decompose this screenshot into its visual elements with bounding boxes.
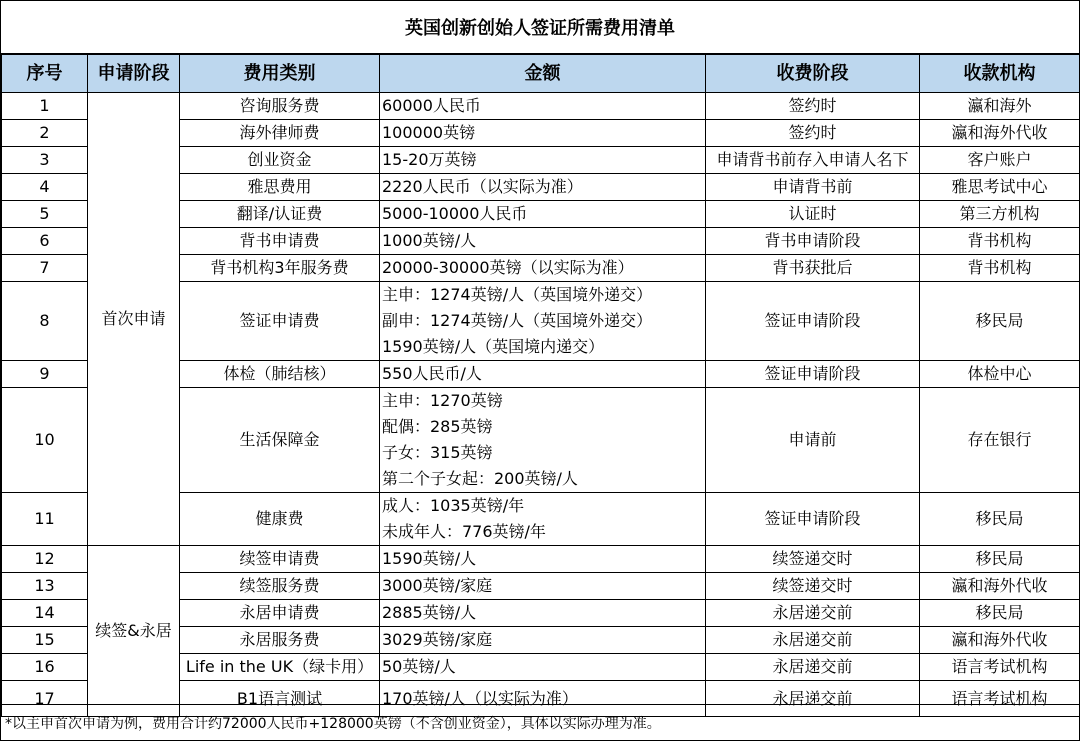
amount-line: 子女：315英镑 [382,443,493,462]
amount-line: 第二个子女起：200英镑/人 [382,469,578,488]
row-amount [380,573,706,600]
row-amount [380,546,706,573]
row-no: 17 [2,681,88,717]
row-payee: 背书机构 [920,228,1080,255]
row-payee: 瀛和海外代收 [920,120,1080,147]
row-category: 生活保障金 [180,388,380,493]
row-phase: 永居递交前 [706,600,920,627]
row-amount [380,388,706,493]
row-no: 5 [2,201,88,228]
row-category: B1语言测试 [180,681,380,717]
row-amount [380,174,706,201]
row-phase: 签约时 [706,120,920,147]
row-phase: 续签递交时 [706,546,920,573]
amount-line: 成人：1035英镑/年 [382,496,525,515]
row-amount [380,654,706,681]
amount-line: 2885英镑/人 [382,603,477,622]
amount-line: 1590英镑/人（英国境内递交） [382,337,605,356]
row-payee: 雅思考试中心 [920,174,1080,201]
row-payee: 瀛和海外代收 [920,573,1080,600]
row-category: 健康费 [180,493,380,546]
row-no: 11 [2,493,88,546]
row-category: Life in the UK（绿卡用） [180,654,380,681]
row-phase: 续签递交时 [706,573,920,600]
row-amount [380,228,706,255]
amount-line: 20000-30000英镑（以实际为准） [382,258,634,277]
row-phase: 签约时 [706,93,920,120]
row-category: 永居服务费 [180,627,380,654]
row-no: 4 [2,174,88,201]
row-no: 9 [2,361,88,388]
row-no: 8 [2,282,88,361]
row-payee: 存在银行 [920,388,1080,493]
row-no: 15 [2,627,88,654]
row-category: 永居申请费 [180,600,380,627]
row-category: 创业资金 [180,147,380,174]
row-category: 海外律师费 [180,120,380,147]
row-payee: 移民局 [920,493,1080,546]
row-phase: 签证申请阶段 [706,282,920,361]
stage-cell-first: 首次申请 [88,93,180,546]
row-no: 6 [2,228,88,255]
row-amount [380,282,706,361]
amount-line: 未成年人：776英镑/年 [382,522,546,541]
amount-line: 15-20万英镑 [382,150,477,169]
row-payee: 语言考试机构 [920,681,1080,717]
row-phase: 申请背书前存入申请人名下 [706,147,920,174]
row-amount [380,93,706,120]
amount-line: 170英镑/人（以实际为准） [382,688,578,708]
row-payee: 移民局 [920,546,1080,573]
row-no: 7 [2,255,88,282]
row-no: 2 [2,120,88,147]
amount-line: 5000-10000人民币 [382,204,528,223]
amount-line: 3000英镑/家庭 [382,576,493,595]
row-amount [380,201,706,228]
row-category: 体检（肺结核） [180,361,380,388]
row-phase: 签证申请阶段 [706,361,920,388]
row-category: 背书申请费 [180,228,380,255]
row-amount [380,255,706,282]
amount-line: 3029英镑/家庭 [382,630,493,649]
row-phase: 申请前 [706,388,920,493]
header-phase: 收费阶段 [706,55,920,93]
amount-line: 副申：1274英镑/人（英国境外递交） [382,311,653,330]
row-category: 翻译/认证费 [180,201,380,228]
table-row [2,546,1080,573]
header-no: 序号 [2,55,88,93]
row-payee: 第三方机构 [920,201,1080,228]
row-phase: 背书获批后 [706,255,920,282]
row-phase: 永居递交前 [706,681,920,717]
row-amount [380,627,706,654]
row-no: 12 [2,546,88,573]
header-payee: 收款机构 [920,55,1080,93]
row-phase: 签证申请阶段 [706,493,920,546]
header-amount: 金额 [380,55,706,93]
amount-line: 2220人民币（以实际为准） [382,177,583,196]
row-no: 3 [2,147,88,174]
row-category: 续签申请费 [180,546,380,573]
row-payee: 语言考试机构 [920,654,1080,681]
row-phase: 永居递交前 [706,654,920,681]
row-payee: 体检中心 [920,361,1080,388]
row-payee: 客户账户 [920,147,1080,174]
row-payee: 移民局 [920,282,1080,361]
row-phase: 认证时 [706,201,920,228]
row-no: 13 [2,573,88,600]
row-amount [380,361,706,388]
sheet-title: 英国创新创始人签证所需费用清单 [1,1,1079,54]
row-payee: 移民局 [920,600,1080,627]
row-phase: 永居递交前 [706,627,920,654]
header-category: 费用类别 [180,55,380,93]
row-payee: 瀛和海外代收 [920,627,1080,654]
row-payee: 背书机构 [920,255,1080,282]
row-payee: 瀛和海外 [920,93,1080,120]
row-phase: 申请背书前 [706,174,920,201]
row-amount [380,147,706,174]
header-row [2,55,1080,93]
amount-line: 主申：1270英镑 [382,391,503,410]
amount-line: 550人民币/人 [382,364,482,383]
row-category: 签证申请费 [180,282,380,361]
footnote: *以主申首次申请为例，费用合计约72000人民币+128000英镑（不含创业资金），具体以实际办理为准。 [1,704,1079,740]
amount-line: 60000人民币 [382,96,481,115]
row-no: 10 [2,388,88,493]
table-row [2,93,1080,120]
amount-line: 1590英镑/人 [382,549,477,568]
row-phase: 背书申请阶段 [706,228,920,255]
row-category: 背书机构3年服务费 [180,255,380,282]
fee-table [1,54,1080,717]
stage-cell-renewal: 续签&永居 [88,546,180,717]
amount-line: 100000英镑 [382,123,476,142]
row-amount [380,493,706,546]
header-stage: 申请阶段 [88,55,180,93]
amount-line: 1000英镑/人 [382,231,477,250]
row-amount [380,120,706,147]
row-amount [380,600,706,627]
row-category: 咨询服务费 [180,93,380,120]
row-no: 16 [2,654,88,681]
amount-line: 主申：1274英镑/人（英国境外递交） [382,285,653,304]
table-body [2,93,1080,717]
amount-line: 配偶：285英镑 [382,417,493,436]
amount-line: 50英镑/人 [382,657,456,676]
row-category: 雅思费用 [180,174,380,201]
row-no: 1 [2,93,88,120]
row-no: 14 [2,600,88,627]
row-category: 续签服务费 [180,573,380,600]
